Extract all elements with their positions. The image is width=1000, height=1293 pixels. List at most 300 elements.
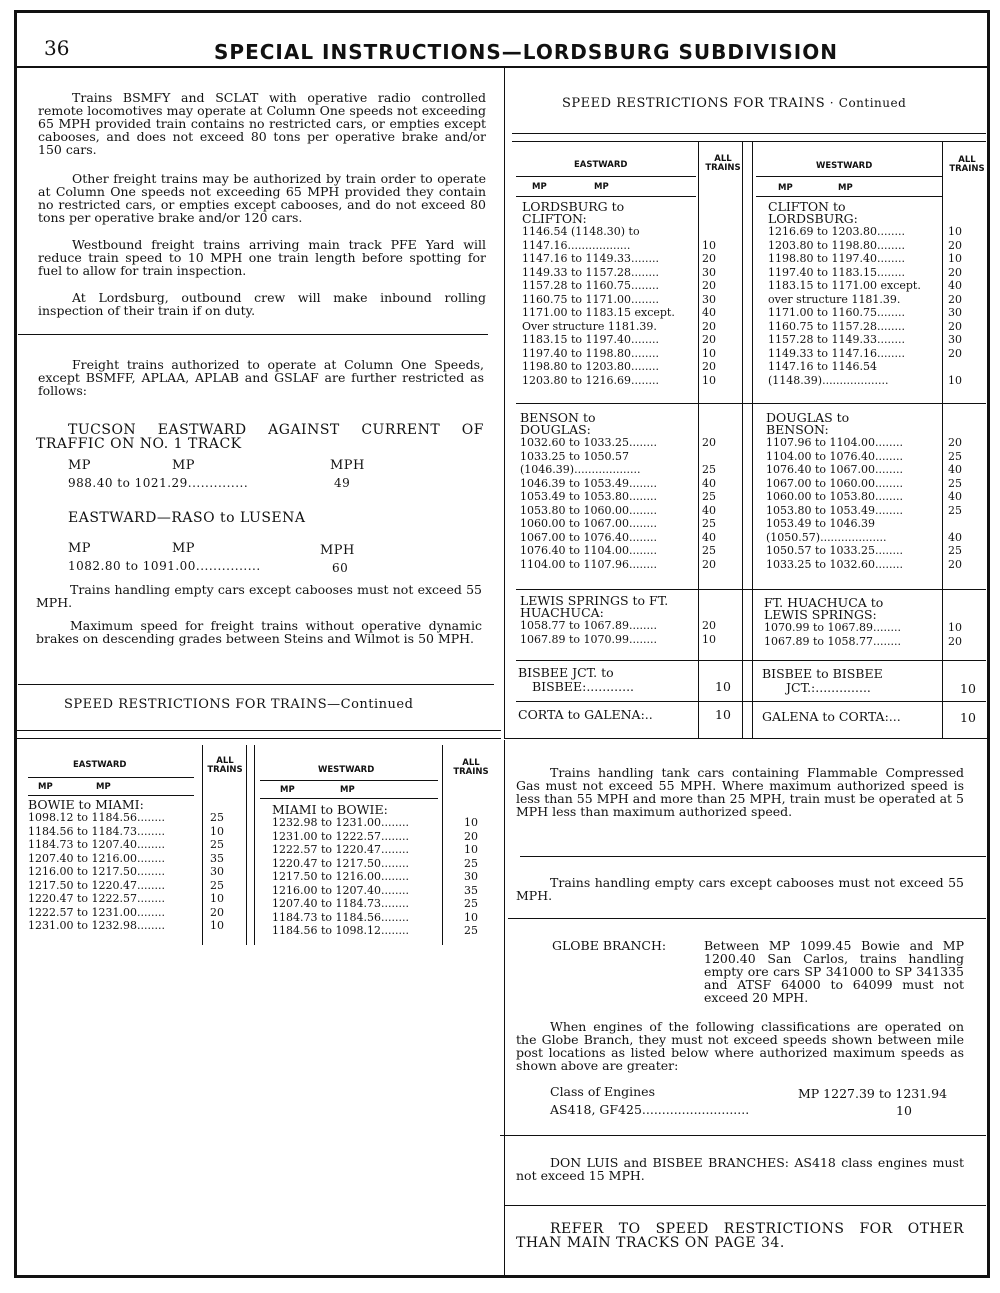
- table-rule: [260, 798, 438, 799]
- all-trains-header: ALL TRAINS: [453, 758, 489, 777]
- speed-value: 35: [464, 883, 478, 897]
- table-row: [768, 360, 980, 374]
- table-rule: [516, 589, 986, 590]
- all-trains-header: ALL TRAINS: [207, 756, 243, 775]
- speed-value: 20: [948, 557, 962, 571]
- table-row: [522, 360, 734, 374]
- bowie-miami-table: [28, 745, 498, 960]
- bisbee-title: BISBEE to BISBEE: [762, 666, 883, 681]
- route-segment: 1207.40 to 1216.00........: [28, 851, 165, 865]
- route-segment: 1053.49 to 1046.39: [766, 517, 876, 530]
- table-row: [764, 621, 980, 635]
- table-row: [520, 490, 734, 504]
- table-rule: [516, 176, 696, 177]
- mp-label: MP: [172, 541, 196, 556]
- mp-label: MP: [172, 458, 196, 473]
- speed-value: 20: [948, 238, 962, 252]
- route-segment: 1183.15 to 1197.40........: [522, 333, 659, 346]
- speed-value: 40: [702, 503, 716, 517]
- route-segment: 1198.80 to 1203.80........: [522, 360, 659, 373]
- speed-value: 25: [464, 897, 478, 910]
- table-divider: [246, 745, 247, 945]
- route-segment: 1184.56 to 1098.12........: [272, 924, 409, 937]
- table-row: [522, 293, 734, 307]
- table-row: [520, 517, 734, 531]
- table-row: [520, 463, 734, 477]
- route-segment: 1053.80 to 1053.49........: [766, 503, 903, 517]
- table-rule: [756, 176, 942, 177]
- speed-value: 20: [210, 905, 224, 919]
- globe-branch-text: Between MP 1099.45 Bowie and MP 1200.40 San Carlos, trains handling empty ore cars SP 341000 to SP 341335 and ATSF 64000 to 64099 must not exceed 20 MPH.: [704, 938, 964, 1005]
- speed-value: 25: [948, 449, 962, 463]
- lewis-springs-huachuca: [520, 595, 734, 646]
- speed-value: 30: [702, 265, 716, 279]
- douglas-benson: [766, 412, 980, 571]
- table-row: [272, 830, 496, 844]
- table-row: [522, 252, 734, 266]
- route-segment: Over structure 1181.39.: [522, 319, 657, 333]
- route-segment: 1222.57 to 1220.47........: [272, 843, 409, 856]
- route-segment: 1197.40 to 1198.80........: [522, 346, 659, 360]
- route-segment: 1146.54 (1148.30) to: [522, 225, 640, 238]
- speed-value: 40: [948, 279, 962, 292]
- clifton-lordsburg: [768, 201, 980, 387]
- route-title: MIAMI to BOWIE:: [272, 802, 388, 817]
- table-row: [28, 906, 242, 920]
- all-trains-header: ALL TRAINS: [949, 155, 985, 174]
- speed-value: 25: [948, 476, 962, 490]
- speed-value: 30: [948, 306, 962, 319]
- speed-value: 20: [948, 346, 962, 360]
- table-row: [272, 857, 496, 871]
- speed-value: 20: [702, 436, 716, 449]
- speed-value: 10: [702, 632, 716, 646]
- route-title: BOWIE to MIAMI:: [28, 797, 144, 812]
- speed-value: 10: [702, 346, 716, 360]
- raso-speed: 60: [332, 561, 349, 575]
- speed-value: 10: [464, 910, 478, 924]
- bisbee-jct-title: BISBEE JCT. to: [518, 665, 614, 680]
- westward-header: WESTWARD: [318, 765, 375, 775]
- title-rule: [17, 66, 988, 68]
- all-trains-header: ALL TRAINS: [705, 154, 741, 173]
- table-row: [520, 544, 734, 558]
- table-rule: [516, 660, 986, 661]
- route-segment: 1104.00 to 1107.96........: [520, 557, 657, 571]
- mp-label: MP: [532, 182, 547, 192]
- lordsburg-clifton: [522, 201, 734, 387]
- left-paragraph-3: Westbound freight trains arriving main track PFE Yard will reduce train speed to 10 MPH one train length before spotting for fuel to allow for train inspection.: [38, 237, 486, 278]
- page-number: 36: [44, 36, 70, 60]
- speed-value: 20: [464, 829, 478, 843]
- table-row: [768, 374, 980, 388]
- class-speed: 10: [896, 1103, 912, 1118]
- route-segment: 1147.16 to 1146.54: [768, 360, 878, 373]
- table-row: [28, 838, 242, 852]
- speed-value: 25: [464, 856, 478, 870]
- page-title: SPECIAL INSTRUCTIONS—LORDSBURG SUBDIVISION: [214, 40, 838, 64]
- speed-value: [930, 517, 980, 531]
- route-segment: 1220.47 to 1217.50........: [272, 856, 409, 870]
- speed-value: 10: [948, 621, 962, 634]
- speed-value: 20: [948, 634, 962, 648]
- route-segment: 1098.12 to 1184.56........: [28, 811, 165, 824]
- table-row: [520, 633, 734, 647]
- mp-label: MP: [778, 183, 793, 193]
- table-row: [28, 852, 242, 866]
- table-row: [768, 252, 980, 266]
- left-rule-3: [17, 730, 501, 731]
- route-title: LEWIS SPRINGS to FT. HUACHUCA:: [520, 593, 669, 620]
- speed-value: [684, 225, 734, 239]
- route-title: FT. HUACHUCA to LEWIS SPRINGS:: [764, 595, 884, 622]
- route-segment: 1067.89 to 1058.77........: [764, 634, 901, 648]
- table-row: [522, 306, 734, 320]
- table-row: [272, 897, 496, 911]
- galena-corta-row: GALENA to CORTA:...: [762, 709, 901, 724]
- left-speed-heading: SPEED RESTRICTIONS FOR TRAINS—Continued: [64, 697, 414, 712]
- globe-branch-label: GLOBE BRANCH:: [552, 938, 667, 953]
- table-divider: [752, 141, 753, 738]
- table-rule: [28, 777, 194, 778]
- route-segment: 1157.28 to 1149.33........: [768, 333, 905, 346]
- route-segment: 1050.57 to 1033.25........: [766, 544, 903, 557]
- route-title: DOUGLAS to BENSON:: [766, 410, 850, 437]
- speed-value: 20: [702, 252, 716, 265]
- table-row: [522, 347, 734, 361]
- route-segment: 1107.96 to 1104.00........: [766, 436, 903, 449]
- route-segment: 1053.80 to 1060.00........: [520, 503, 657, 517]
- westward-header: WESTWARD: [816, 161, 873, 171]
- table-rule: [516, 196, 696, 197]
- table-row: [520, 477, 734, 491]
- speed-value: 25: [464, 924, 478, 937]
- table-row: [768, 279, 980, 293]
- bisbee-row: BISBEE:............: [532, 679, 635, 694]
- route-segment: 1104.00 to 1076.40........: [766, 449, 903, 463]
- speed-value: [930, 360, 980, 374]
- speed-value: 20: [702, 557, 716, 571]
- table-row: [522, 320, 734, 334]
- corta-galena-speed: 10: [715, 707, 731, 722]
- route-segment: 1216.00 to 1207.40........: [272, 883, 409, 897]
- mp-label: MP: [838, 183, 853, 193]
- mp-label: MP: [594, 182, 609, 192]
- route-segment: 1198.80 to 1197.40........: [768, 252, 905, 265]
- right-rule: [504, 1205, 986, 1206]
- table-row: [520, 531, 734, 545]
- table-row: [520, 436, 734, 450]
- route-segment: 1203.80 to 1216.69........: [522, 373, 659, 387]
- mph-label: MPH: [330, 458, 365, 473]
- speed-value: 10: [948, 373, 962, 387]
- speed-value: [684, 450, 734, 464]
- speed-value: 25: [702, 544, 716, 557]
- table-row: [522, 333, 734, 347]
- route-segment: 1184.73 to 1207.40........: [28, 838, 165, 851]
- route-segment: 1171.00 to 1160.75........: [768, 306, 905, 319]
- table-row: [522, 279, 734, 293]
- route-segment: 1147.16..................: [522, 238, 631, 252]
- speed-value: 20: [948, 265, 962, 279]
- route-segment: 1203.80 to 1198.80........: [768, 238, 905, 252]
- table-row: [766, 463, 980, 477]
- table-row: [766, 490, 980, 504]
- table-row: [28, 892, 242, 906]
- table-row: [766, 558, 980, 572]
- route-segment: 1067.00 to 1060.00........: [766, 476, 903, 490]
- left-rule-4: [17, 738, 501, 739]
- speed-value: 20: [948, 319, 962, 333]
- right-rule: [508, 918, 986, 919]
- right-rule: [500, 1135, 986, 1136]
- tucson-heading: TUCSON EASTWARD AGAINST CURRENT OF TRAFFIC ON NO. 1 TRACK: [36, 422, 484, 452]
- speed-value: 40: [702, 306, 716, 319]
- speed-value: 10: [210, 892, 224, 905]
- table-row: [768, 320, 980, 334]
- route-segment: 1222.57 to 1231.00........: [28, 905, 165, 919]
- route-title: CLIFTON to LORDSBURG:: [768, 199, 858, 226]
- speed-value: 10: [702, 238, 716, 252]
- left-paragraph-1: Trains BSMFY and SCLAT with operative radio controlled remote locomotives may operate at Column One speeds not exceeding 65 MPH provided train contains no restricted cars, or empties except cabooses, and does not exceed 80 tons per operative brake and/or 150 cars.: [38, 90, 486, 157]
- route-segment: 1231.00 to 1222.57........: [272, 829, 409, 843]
- left-paragraph-4: At Lordsburg, outbound crew will make inbound rolling inspection of their train if on duty.: [38, 290, 486, 318]
- route-segment: 1231.00 to 1232.98........: [28, 919, 165, 932]
- table-row: [766, 504, 980, 518]
- speed-value: 10: [210, 919, 224, 932]
- benson-douglas: [520, 412, 734, 571]
- speed-value: 10: [464, 843, 478, 856]
- table-row: [766, 477, 980, 491]
- right-paragraph-2: Trains handling empty cars except cabooses must not exceed 55 MPH.: [516, 875, 964, 903]
- speed-value: 25: [702, 490, 716, 503]
- mp-label: MP: [280, 785, 295, 795]
- route-segment: 1060.00 to 1067.00........: [520, 517, 657, 530]
- route-segment: 1076.40 to 1067.00........: [766, 463, 903, 476]
- table-row: [272, 884, 496, 898]
- route-segment: 1149.33 to 1157.28........: [522, 265, 659, 279]
- route-segment: 1216.00 to 1217.50........: [28, 865, 165, 878]
- speed-value: 25: [948, 544, 962, 557]
- route-segment: 1183.15 to 1171.00 except.: [768, 279, 921, 292]
- speed-value: 25: [948, 503, 962, 517]
- corta-galena-row: CORTA to GALENA:..: [518, 707, 653, 722]
- table-row: [272, 843, 496, 857]
- table-row: [768, 225, 980, 239]
- speed-value: 25: [210, 838, 224, 851]
- table-row: [768, 333, 980, 347]
- table-row: [522, 374, 734, 388]
- table-divider: [254, 745, 255, 945]
- table-row: [272, 870, 496, 884]
- right-paragraph-3: When engines of the following classifications are operated on the Globe Branch, they must not exceed speeds shown between mile post locations as listed below where authorized maximum speeds as shown above are greater:: [516, 1019, 964, 1073]
- table-row: [28, 825, 242, 839]
- tucson-speed: 49: [334, 476, 351, 490]
- speed-value: 40: [702, 530, 716, 544]
- route-segment: 1197.40 to 1183.15........: [768, 265, 905, 279]
- table-row: [520, 504, 734, 518]
- speed-value: 20: [948, 436, 962, 449]
- route-segment: 1033.25 to 1032.60........: [766, 557, 903, 571]
- speed-value: 30: [948, 333, 962, 346]
- bisbee-speed: 10: [715, 679, 731, 694]
- table-row: [768, 347, 980, 361]
- mp-label: MP: [68, 458, 92, 473]
- table-row: [768, 266, 980, 280]
- right-rule: [504, 738, 988, 739]
- route-segment: 1184.73 to 1184.56........: [272, 910, 409, 924]
- speed-value: 40: [948, 463, 962, 476]
- speed-value: 10: [702, 373, 716, 387]
- right-rule: [512, 133, 986, 134]
- speed-value: 20: [702, 319, 716, 333]
- route-segment: 1058.77 to 1067.89........: [520, 619, 657, 632]
- speed-value: 30: [464, 870, 478, 883]
- table-row: [768, 306, 980, 320]
- table-row: [28, 879, 242, 893]
- speed-value: 25: [702, 517, 716, 530]
- route-title: LORDSBURG to CLIFTON:: [522, 199, 625, 226]
- route-segment: 1046.39 to 1053.49........: [520, 476, 657, 490]
- table-row: [768, 239, 980, 253]
- speed-value: 30: [702, 292, 716, 306]
- right-speed-table: [516, 141, 986, 738]
- route-segment: 1160.75 to 1157.28........: [768, 319, 905, 333]
- route-segment: 1033.25 to 1050.57: [520, 449, 630, 463]
- bisbee-jct-row: JCT.:..............: [786, 680, 871, 695]
- tucson-row: 988.40 to 1021.29..............: [68, 476, 249, 490]
- route-segment: 1032.60 to 1033.25........: [520, 436, 657, 449]
- right-paragraph-5: REFER TO SPEED RESTRICTIONS FOR OTHER THAN MAIN TRACKS ON PAGE 34.: [516, 1221, 964, 1251]
- route-segment: 1067.89 to 1070.99........: [520, 632, 657, 646]
- table-row: [766, 517, 980, 531]
- speed-value: 25: [702, 463, 716, 476]
- speed-value: 40: [702, 476, 716, 490]
- speed-value: 25: [210, 811, 224, 824]
- speed-value: 20: [948, 292, 962, 306]
- table-row: [522, 266, 734, 280]
- table-row: [272, 924, 496, 938]
- route-segment: 1217.50 to 1216.00........: [272, 870, 409, 883]
- route-segment: 1184.56 to 1184.73........: [28, 824, 165, 838]
- table-row: [520, 619, 734, 633]
- huachuca-lewis-springs: [764, 597, 980, 648]
- route-segment: (1050.57)...................: [766, 530, 887, 544]
- table-row: [766, 544, 980, 558]
- route-segment: 1070.99 to 1067.89........: [764, 621, 901, 634]
- table-row: [768, 293, 980, 307]
- mph-label: MPH: [320, 543, 355, 558]
- mp-label: MP: [68, 541, 92, 556]
- speed-value: 20: [702, 619, 716, 632]
- mp-label: MP: [340, 785, 355, 795]
- table-row: [520, 450, 734, 464]
- speed-value: 20: [702, 333, 716, 346]
- speed-value: 20: [702, 279, 716, 292]
- left-paragraph-7: Maximum speed for freight trains without operative dynamic brakes on descending grades between Steins and Wilmot is 50 MPH.: [36, 618, 482, 646]
- route-segment: 1076.40 to 1104.00........: [520, 544, 657, 557]
- speed-value: 10: [948, 225, 962, 238]
- table-rule: [756, 196, 942, 197]
- route-segment: 1160.75 to 1171.00........: [522, 292, 659, 306]
- speed-value: 40: [948, 490, 962, 503]
- bowie-miami-list: [28, 799, 242, 933]
- table-row: [28, 811, 242, 825]
- speed-value: 25: [210, 878, 224, 892]
- table-row: [766, 450, 980, 464]
- right-rule: [520, 856, 986, 857]
- table-row: [28, 865, 242, 879]
- miami-bowie-list: [272, 804, 496, 938]
- route-segment: (1148.39)...................: [768, 373, 889, 387]
- route-segment: 1067.00 to 1076.40........: [520, 530, 657, 544]
- speed-value: 40: [948, 530, 962, 544]
- route-segment: over structure 1181.39.: [768, 292, 901, 306]
- class-label: Class of Engines: [550, 1084, 655, 1099]
- table-row: [520, 558, 734, 572]
- speed-value: 10: [948, 252, 962, 265]
- mp-label: MP: [38, 782, 53, 792]
- left-paragraph-6: Trains handling empty cars except cabooses must not exceed 55 MPH.: [36, 582, 482, 610]
- table-row: [28, 919, 242, 933]
- galena-corta-speed: 10: [960, 710, 976, 725]
- route-segment: (1046.39)...................: [520, 463, 641, 476]
- mp-label: MP: [96, 782, 111, 792]
- table-row: [522, 225, 734, 239]
- route-segment: 1149.33 to 1147.16........: [768, 346, 905, 360]
- speed-value: 35: [210, 851, 224, 865]
- right-paragraph-1: Trains handling tank cars containing Flammable Compressed Gas must not exceed 55 MPH. Where maximum authorized speed is less than 55 MPH and more than 25 MPH, train must be operated at 5 MPH less than maximum authorized speed.: [516, 765, 964, 819]
- speed-value: 10: [210, 824, 224, 838]
- table-row: [766, 436, 980, 450]
- route-segment: 1220.47 to 1222.57........: [28, 892, 165, 905]
- left-paragraph-5: Freight trains authorized to operate at Column One Speeds, except BSMFF, APLAA, APLAB and GSLAF are further restricted as follows:: [38, 357, 484, 398]
- table-row: [766, 531, 980, 545]
- route-segment: 1060.00 to 1053.80........: [766, 490, 903, 503]
- eastward-header: EASTWARD: [574, 160, 628, 170]
- route-segment: 1207.40 to 1184.73........: [272, 897, 409, 910]
- speed-value: 30: [210, 865, 224, 878]
- route-segment: 1216.69 to 1203.80........: [768, 225, 905, 238]
- route-segment: 1232.98 to 1231.00........: [272, 816, 409, 829]
- route-segment: 1147.16 to 1149.33........: [522, 252, 659, 265]
- class-row: AS418, GF425...........................: [550, 1102, 750, 1117]
- raso-heading: EASTWARD—RASO to LUSENA: [68, 510, 306, 526]
- route-segment: 1157.28 to 1160.75........: [522, 279, 659, 292]
- table-divider: [742, 141, 743, 738]
- route-segment: 1171.00 to 1183.15 except.: [522, 306, 675, 319]
- column-divider: [504, 68, 505, 738]
- route-segment: 1053.49 to 1053.80........: [520, 490, 657, 503]
- table-row: [272, 911, 496, 925]
- table-row: [272, 816, 496, 830]
- table-row: [764, 635, 980, 649]
- route-title: BENSON to DOUGLAS:: [520, 410, 596, 437]
- table-rule: [28, 795, 194, 796]
- eastward-header: EASTWARD: [73, 760, 127, 770]
- bisbee-jct-speed: 10: [960, 681, 976, 696]
- table-rule: [516, 701, 986, 702]
- left-rule-2: [18, 684, 494, 685]
- left-rule-1: [18, 334, 488, 335]
- left-paragraph-2: Other freight trains may be authorized by train order to operate at Column One speeds not exceeding 65 MPH provided they contain no restricted cars, or empties except cabooses, and do not exceed 80 tons per operative brake and/or 120 cars.: [38, 171, 486, 225]
- column-divider-lower: [504, 740, 505, 1275]
- right-paragraph-4: DON LUIS and BISBEE BRANCHES: AS418 class engines must not exceed 15 MPH.: [516, 1155, 964, 1183]
- speed-value: 10: [464, 816, 478, 829]
- right-speed-heading: SPEED RESTRICTIONS FOR TRAINS · Continued: [562, 96, 907, 111]
- table-rule: [516, 403, 986, 404]
- table-rule: [260, 780, 438, 781]
